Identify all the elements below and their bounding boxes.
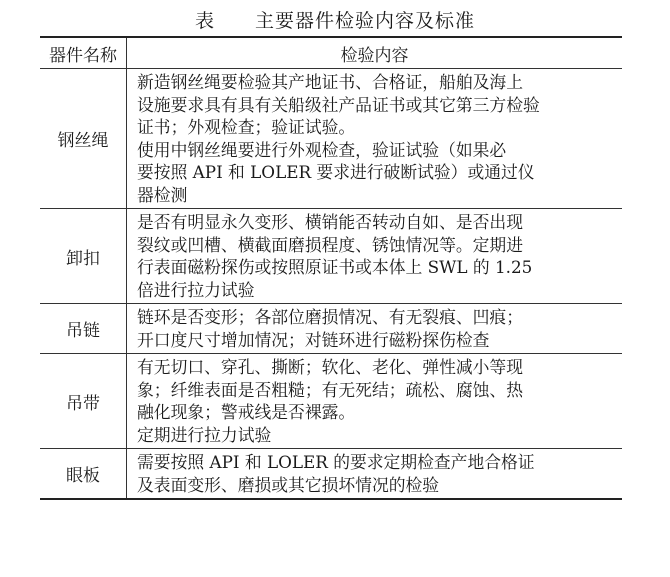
inspection-content [127,209,622,303]
content-line: 倍进行拉力试验 [137,279,255,300]
component-name: 眼板 [40,449,127,498]
component-name: 卸扣 [40,209,127,303]
content-line: 融化现象；警戒线是否裸露。 [137,402,356,422]
table-row-shackle [40,209,622,304]
inspection-content [127,69,622,208]
content-line: 裂纹或凹槽、横截面磨损程度、锈蚀情况等。定期进 [137,234,523,255]
content-line: 行表面磁粉探伤或按照原证书或本体上 SWL 的 1.25 [137,257,533,277]
inspection-content [127,449,622,498]
header-inspection-content: 检验内容 [340,45,409,66]
table-row-wire-rope [40,69,622,209]
content-line: 需要按照 API 和 LOLER 的要求定期检查产地合格证 [137,452,535,472]
content-line: 链环是否变形；各部位磨损情况、有无裂痕、凹痕； [137,307,523,327]
table-header-row [40,38,622,69]
table-row-padeye [40,449,622,498]
inspection-content [127,354,622,448]
content-line: 器检测 [137,184,188,205]
content-line: 象；纤维表面是否粗糙；有无死结；疏松、腐蚀、热 [137,379,523,400]
content-line: 是否有明显永久变形、横销能否转动自如、是否出现 [137,212,523,232]
content-line: 开口度尺寸增加情况；对链环进行磁粉探伤检查 [137,329,490,350]
header-component-name: 器件名称 [40,38,127,68]
table-title: 表 主要器件检验内容及标准 [194,10,475,32]
content-line: 使用中钢丝绳要进行外观检查，验证试验（如果必 [137,139,507,160]
component-name: 吊链 [40,304,127,353]
content-line: 定期进行拉力试验 [137,424,272,445]
content-line: 设施要求具有具有关船级社产品证书或其它第三方检验 [137,94,540,115]
table-row-chain [40,304,622,354]
component-name: 吊带 [40,354,127,448]
component-name: 钢丝绳 [40,69,127,208]
inspection-content [127,304,622,353]
content-line: 要按照 API 和 LOLER 要求进行破断试验）或通过仪 [137,162,535,182]
content-line: 新造钢丝绳要检验其产地证书、合格证，船舶及海上 [137,72,523,92]
content-line: 证书；外观检查；验证试验。 [137,117,356,137]
content-line: 及表面变形、磨损或其它损坏情况的检验 [137,474,440,495]
table-row-sling [40,354,622,449]
inspection-table [40,36,622,500]
content-line: 有无切口、穿孔、撕断；软化、老化、弹性减小等现 [137,357,523,377]
